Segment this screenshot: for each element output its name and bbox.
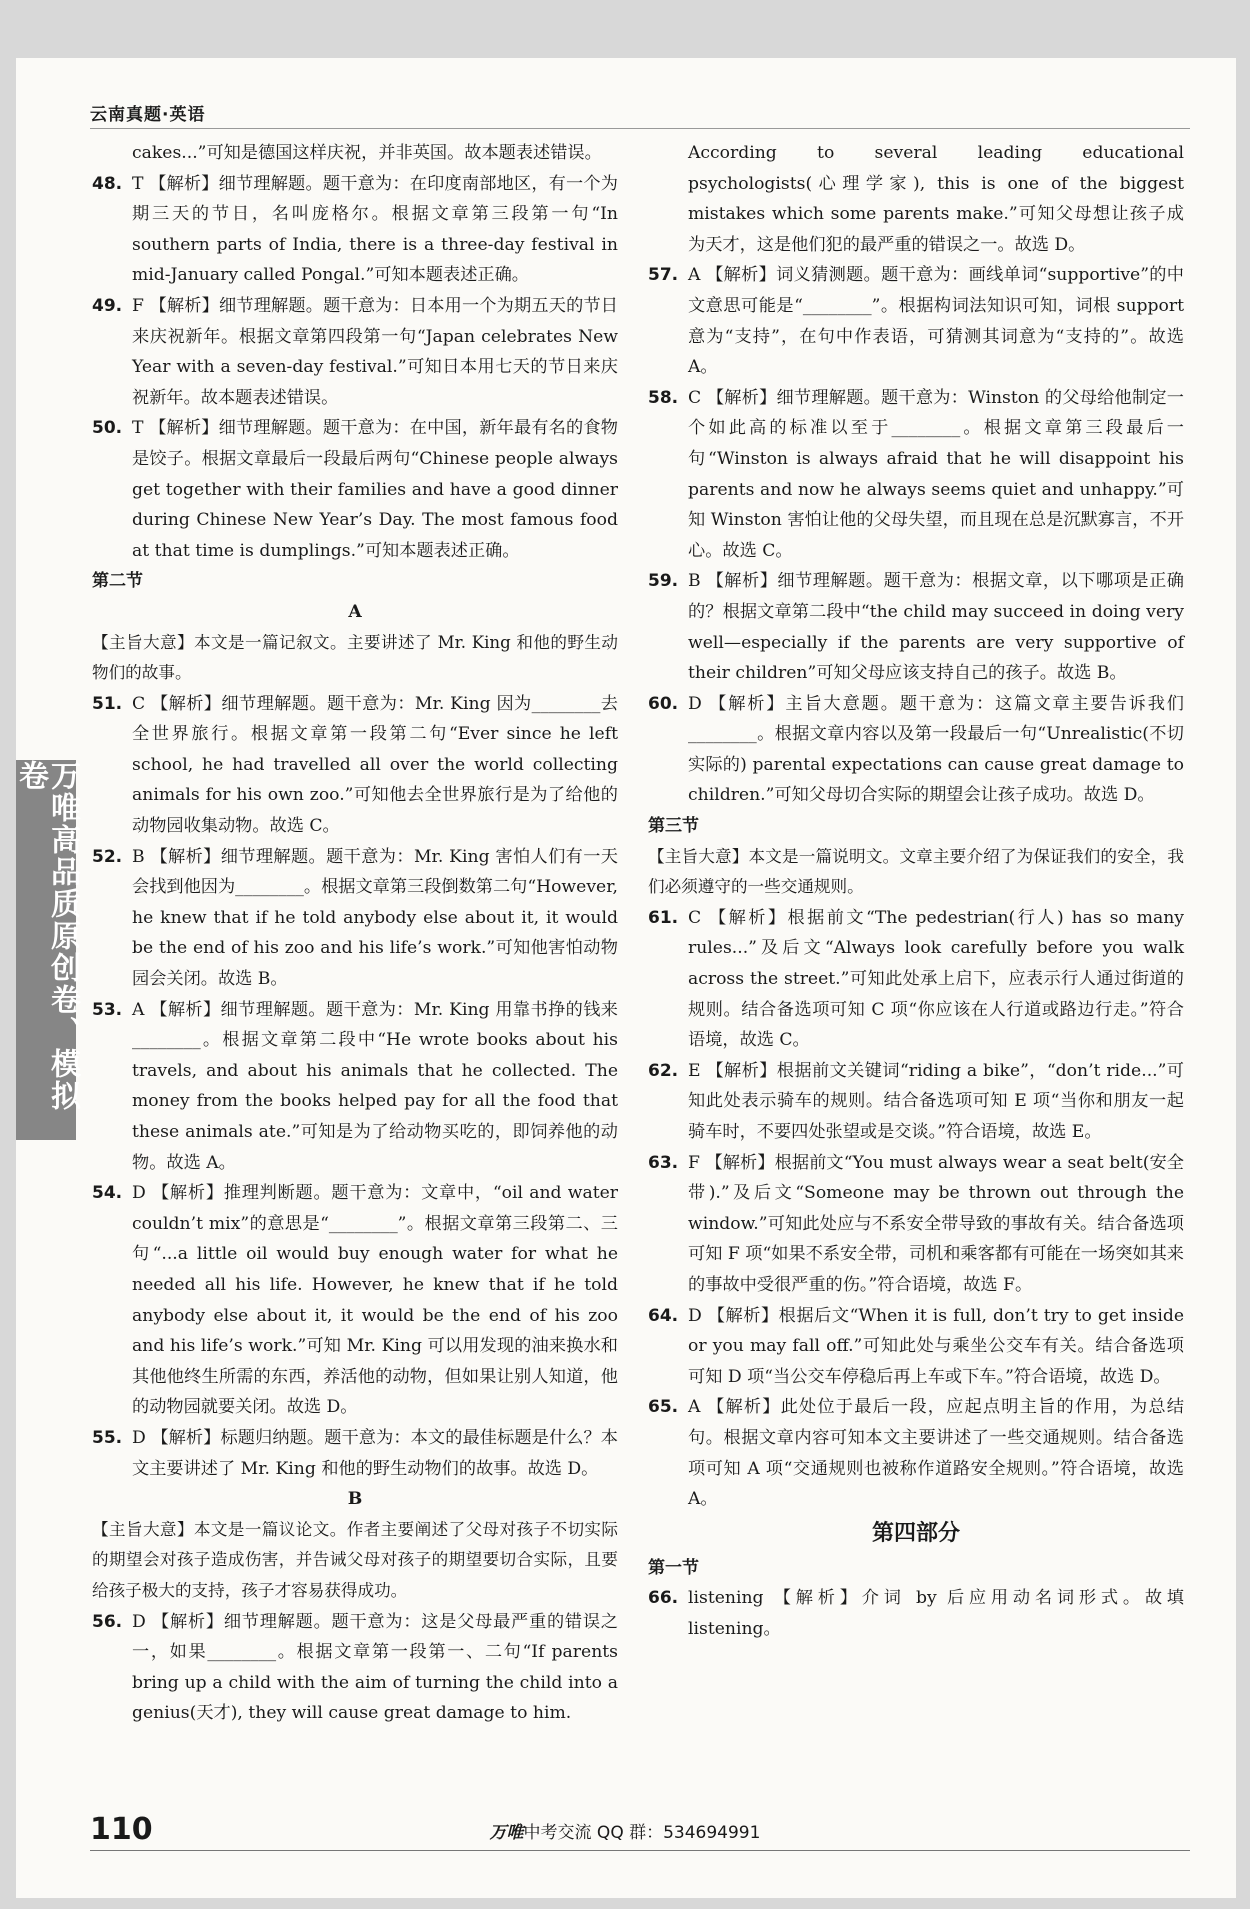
answer-58 xyxy=(648,383,1184,567)
question-number: 60. xyxy=(648,693,679,714)
answer-64 xyxy=(648,1301,1184,1393)
answer-51 xyxy=(92,689,618,842)
right-column xyxy=(648,138,1184,1645)
answer-61 xyxy=(648,903,1184,1056)
question-number: 51. xyxy=(92,693,123,714)
footer-text: 中考交流 QQ 群：534694991 xyxy=(523,1823,761,1843)
answer-55 xyxy=(92,1423,618,1484)
answer-text: F 【解析】细节理解题。题干意为：日本用一个为期五天的节日来庆祝新年。根据文章第四段第一句“Japan celebrates New Year with a seven-day festival.”可知日本用七天的节日来庆祝新年。故本题表述错误。 xyxy=(132,295,618,408)
section-heading: 第二节 xyxy=(92,571,143,592)
question-number: 65. xyxy=(648,1397,679,1418)
answer-49 xyxy=(92,291,618,413)
question-number: 63. xyxy=(648,1152,679,1173)
question-number: 53. xyxy=(92,999,123,1020)
answer-text: C 【解析】细节理解题。题干意为：Mr. King 因为________去全世界旅行。根据文章第一段第二句“Ever since he left school, he had travelled all over the world collecting animals for his own zoo.”可知他去全世界旅行是为了给他的动物园收集动物。故选 C。 xyxy=(132,693,618,837)
answer-text: A 【解析】此处位于最后一段，应起点明主旨的作用，为总结句。根据文章内容可知本文主要讲述了一些交通规则。结合备选项可知 A 项“交通规则也被称作道路安全规则。”符合语境，故选 A。 xyxy=(688,1397,1184,1510)
section-heading: 第一节 xyxy=(648,1557,699,1578)
answer-text: D 【解析】根据后文“When it is full, don’t try to get inside or you may fall off.”可知此处与乘坐公交车有关。结合备选项可知 D 项“当公交车停稳后再上车或下车。”符合语境，故选 D。 xyxy=(688,1305,1184,1387)
answer-48 xyxy=(92,169,618,291)
answer-text: D 【解析】细节理解题。题干意为：这是父母最严重的错误之一，如果________。根据文章第一段第一、二句“If parents bring up a child with the aim of turning the child into a genius(天才), they will cause great damage to him. xyxy=(132,1611,618,1724)
passage-label: B xyxy=(347,1489,363,1510)
main-idea: 【主旨大意】本文是一篇记叙文。主要讲述了 Mr. King 和他的野生动物们的故事。 xyxy=(92,632,618,683)
continued-paragraph: According to several leading educational psychologists(心理学家), this is one of the biggest mistakes which some parents make.”可知父母想让孩子成为天才，这是他们犯的最严重的错误之一。故选 D。 xyxy=(688,143,1184,255)
answer-text: B 【解析】细节理解题。题干意为：Mr. King 害怕人们有一天会找到他因为________。根据文章第三段倒数第二句“However, he knew that if he told anybody else about it, it would be the end of his zoo and his life’s work.”可知他害怕动物园会关闭。故选 B。 xyxy=(132,846,618,990)
answer-text: E 【解析】根据前文关键词“riding a bike”，“don’t ride...”可知此处表示骑车的规则。结合备选项可知 E 项“当你和朋友一起骑车时，不要四处张望或是交谈。”符合语境，故选 E。 xyxy=(688,1060,1184,1142)
main-idea: 【主旨大意】本文是一篇说明文。文章主要介绍了为保证我们的安全，我们必须遵守的一些交通规则。 xyxy=(648,846,1184,897)
question-number: 50. xyxy=(92,418,123,439)
question-number: 58. xyxy=(648,387,679,408)
footer-brand: 万唯 xyxy=(489,1823,524,1843)
answer-54 xyxy=(92,1178,618,1423)
question-number: 64. xyxy=(648,1305,679,1326)
answer-50 xyxy=(92,413,618,566)
question-number: 52. xyxy=(92,846,123,867)
answer-62 xyxy=(648,1056,1184,1148)
page-number: 110 xyxy=(90,1812,153,1847)
answer-text: F 【解析】根据前文“You must always wear a seat belt(安全带).”及后文“Someone may be thrown out through the window.”可知此处应与不系安全带导致的事故有关。结合备选项可知 F 项“如果不系安全带，司机和乘客都有可能在一场突如其来的事故中受很严重的伤。”符合语境，故选 F。 xyxy=(688,1152,1184,1295)
question-number: 49. xyxy=(92,295,123,316)
answer-65 xyxy=(648,1392,1184,1514)
question-number: 56. xyxy=(92,1611,123,1632)
answer-text: T 【解析】细节理解题。题干意为：在印度南部地区，有一个为期三天的节日，名叫庞格尔。根据文章第三段第一句“In southern parts of India, there is a three-day festival in mid-January called Pongal.”可知本题表述正确。 xyxy=(132,173,618,286)
header-divider xyxy=(90,128,1190,129)
answer-53 xyxy=(92,995,618,1179)
answer-text: A 【解析】词义猜测题。题干意为：画线单词“supportive”的中文意思可能是“________”。根据构词法知识可知，词根 support 意为“支持”，在句中作表语，可猜测其词意为“支持的”。故选 A。 xyxy=(688,265,1184,378)
question-number: 54. xyxy=(92,1183,123,1204)
question-number: 61. xyxy=(648,907,679,928)
section-heading: 第三节 xyxy=(648,816,699,837)
answer-text: T 【解析】细节理解题。题干意为：在中国，新年最有名的食物是饺子。根据文章最后一段最后两句“Chinese people always get together with their families and have a good dinner during Chinese New Year’s Day. The most famous food at that time is dumplings.”可知本题表述正确。 xyxy=(132,418,618,561)
answer-60 xyxy=(648,689,1184,811)
answer-text: A 【解析】细节理解题。题干意为：Mr. King 用靠书挣的钱来________。根据文章第二段中“He wrote books about his travels, and about his animals that he collected. The money from the books helped pay for all the food that these animals ate.”可知是为了给动物买吃的，即饲养他的动物。故选 A。 xyxy=(132,999,618,1173)
left-column xyxy=(92,138,618,1729)
page-header: 云南真题·英语 xyxy=(90,105,206,125)
answer-63 xyxy=(648,1148,1184,1301)
answer-text: C 【解析】细节理解题。题干意为：Winston 的父母给他制定一个如此高的标准以至于________。根据文章第三段最后一句“Winston is always afraid that he will disappoint his parents and now he always seems quiet and unhappy.”可知 Winston 害怕让他的父母失望，而且现在总是沉默寡言，不开心。故选 C。 xyxy=(688,387,1184,561)
answer-text: D 【解析】推理判断题。题干意为：文章中，“oil and water couldn’t mix”的意思是“________”。根据文章第三段第二、三句“...a little oil would buy enough water for what he needed all his life. However, he knew that if he told anybody else about it, it would be the end of his zoo and his life’s work.”可知 Mr. King 可以用发现的油来换水和其他他终生所需的东西，养活他的动物，但如果让别人知道，他的动物园就要关闭。故选 D。 xyxy=(132,1183,618,1418)
answer-text: C 【解析】根据前文“The pedestrian(行人) has so many rules...”及后文“Always look carefully before you walk across the street.”可知此处承上启下，应表示行人通过街道的规则。结合备选项可知 C 项“你应该在人行道或路边行走。”符合语境，故选 C。 xyxy=(688,907,1184,1051)
answer-text: D 【解析】标题归纳题。题干意为：本文的最佳标题是什么？本文主要讲述了 Mr. King 和他的野生动物们的故事。故选 D。 xyxy=(132,1427,618,1479)
question-number: 59. xyxy=(648,571,679,592)
part-heading: 第四部分 xyxy=(871,1520,960,1546)
side-banner: 万唯高品质原创卷、模拟卷 xyxy=(16,760,76,1140)
answer-text: listening 【解析】介词 by 后应用动名词形式。故填 listening。 xyxy=(688,1588,1184,1639)
answer-52 xyxy=(92,842,618,995)
question-number: 57. xyxy=(648,265,679,286)
answer-66 xyxy=(648,1583,1184,1644)
answer-59 xyxy=(648,566,1184,688)
question-number: 55. xyxy=(92,1427,123,1448)
passage-label: A xyxy=(348,601,362,622)
footer-divider xyxy=(90,1850,1190,1851)
question-number: 62. xyxy=(648,1060,679,1081)
answer-text: B 【解析】细节理解题。题干意为：根据文章，以下哪项是正确的？根据文章第二段中“the child may succeed in doing very well—especially if the parents are very supportive of their children”可知父母应该支持自己的孩子。故选 B。 xyxy=(688,571,1184,684)
continued-paragraph: cakes...”可知是德国这样庆祝，并非英国。故本题表述错误。 xyxy=(132,143,602,163)
footer xyxy=(0,1818,1250,1843)
main-idea: 【主旨大意】本文是一篇议论文。作者主要阐述了父母对孩子不切实际的期望会对孩子造成伤害，并告诫父母对孩子的期望要切合实际，且要给孩子极大的支持，孩子才容易获得成功。 xyxy=(92,1519,618,1600)
answer-text: D 【解析】主旨大意题。题干意为：这篇文章主要告诉我们________。根据文章内容以及第一段最后一句“Unrealistic(不切实际的) parental expectations can cause great damage to children.”可知父母切合实际的期望会让孩子成功。故选 D。 xyxy=(688,693,1184,806)
answer-56 xyxy=(92,1607,618,1729)
answer-57 xyxy=(648,260,1184,382)
question-number: 48. xyxy=(92,173,123,194)
question-number: 66. xyxy=(648,1588,679,1609)
